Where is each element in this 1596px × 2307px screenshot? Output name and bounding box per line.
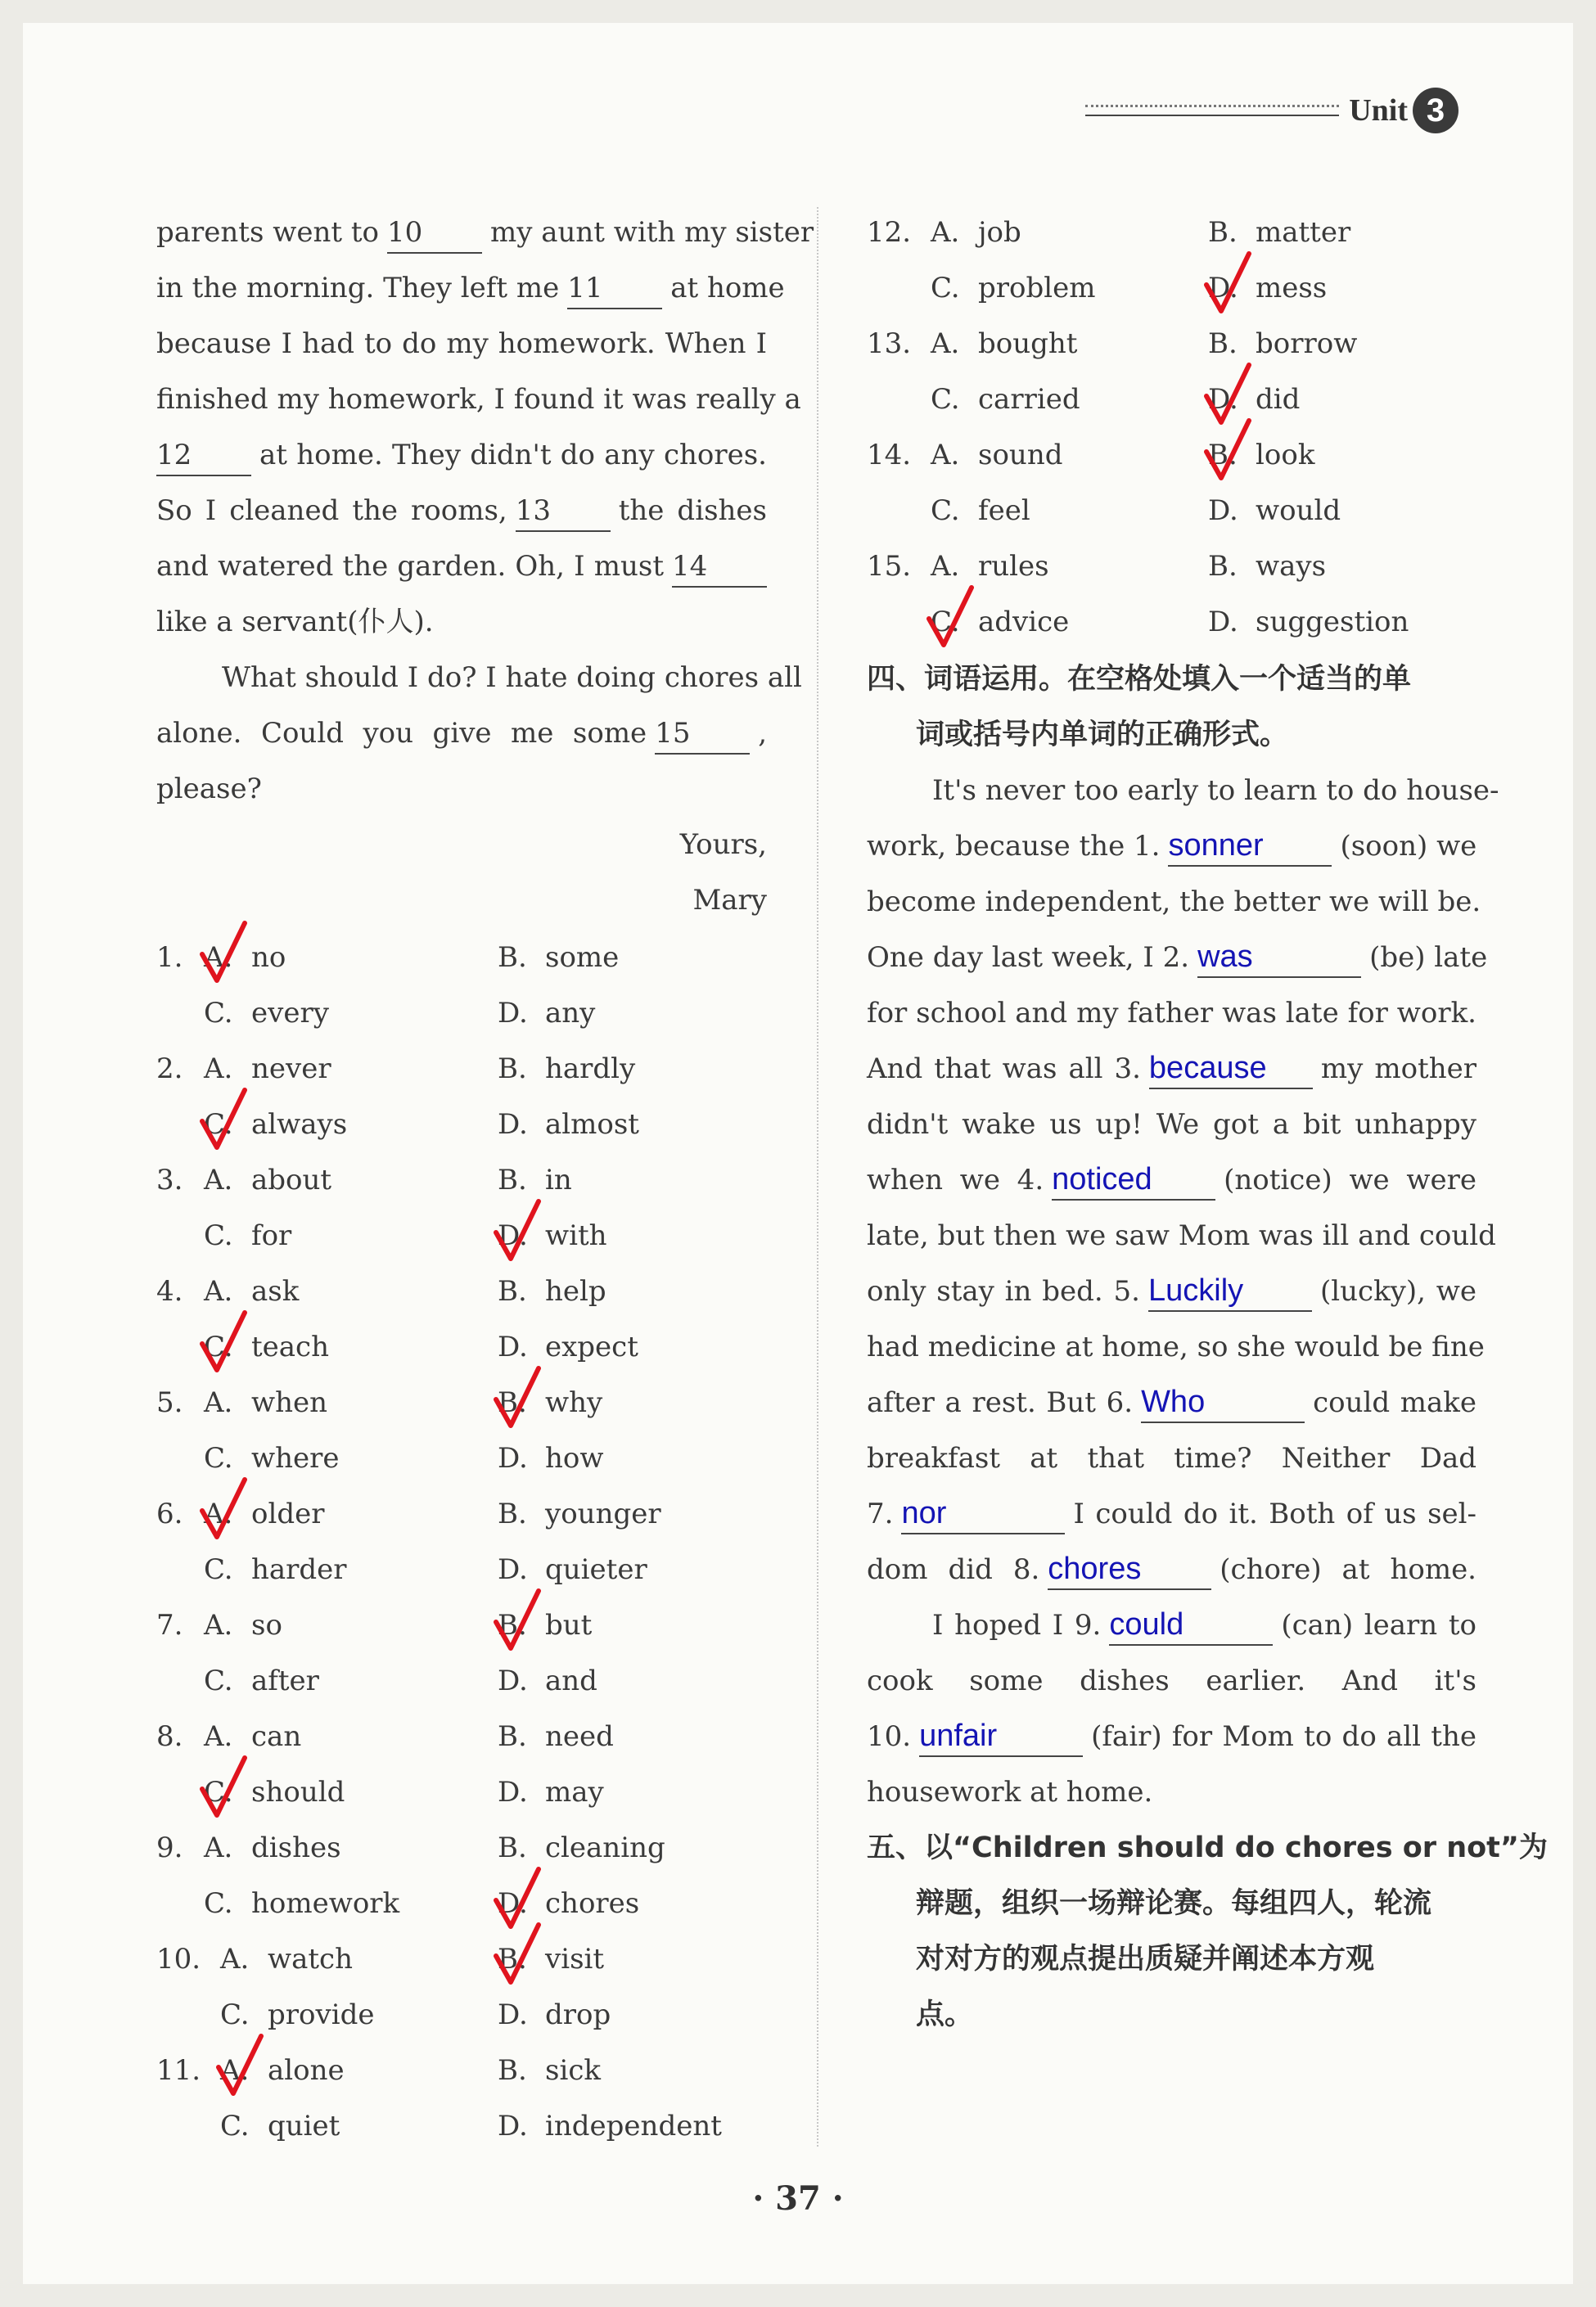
option-text: teach (251, 1331, 329, 1363)
answer-blank[interactable]: noticed (1052, 1160, 1215, 1201)
option-text: sick (545, 2054, 601, 2087)
option-letter: A. (204, 1609, 233, 1642)
answer-blank[interactable]: sonner (1168, 826, 1332, 867)
option-text: why (545, 1386, 603, 1419)
option-letter: A. (204, 1275, 233, 1308)
option-letter: A. (204, 1386, 233, 1419)
letter-line: parents went to 10 my aunt with my sister (156, 205, 767, 260)
option-text: suggestion (1256, 606, 1409, 638)
option-letter: C. (931, 494, 960, 527)
letter-line: in the morning. They left me 11 at home (156, 260, 767, 316)
answer-blank[interactable]: nor (901, 1494, 1065, 1534)
passage-text: after a rest. But 6. (867, 1386, 1134, 1419)
option-letter: D. (498, 2110, 528, 2143)
option-text: for (251, 1219, 292, 1252)
passage-text: (fair) for Mom to do all the (1091, 1720, 1477, 1753)
passage-line (867, 1041, 1477, 1097)
option-letter: B. (1208, 550, 1238, 583)
passage-text: dom did 8. (867, 1553, 1040, 1586)
option-letter: C. (204, 1776, 233, 1809)
option-letter: C. (220, 2110, 250, 2143)
answer-blank[interactable]: was (1197, 937, 1361, 978)
option-text: any (545, 997, 596, 1030)
option-text: so (251, 1609, 282, 1642)
option-text: where (251, 1442, 340, 1475)
option-text: cleaning (545, 1832, 665, 1864)
letter-line: alone. Could you give me some 15 , (156, 705, 767, 761)
option-letter: D. (1208, 383, 1238, 416)
option-text: every (251, 997, 329, 1030)
letter-line: So I cleaned the rooms, 13 the dishes (156, 483, 767, 538)
passage-line (867, 985, 1477, 1041)
option-text: mess (1256, 272, 1328, 304)
option-letter: B. (1208, 216, 1238, 249)
option-letter: A. (204, 1720, 233, 1753)
option-text: expect (545, 1331, 638, 1363)
passage-line (867, 1709, 1477, 1764)
check-mark-icon (493, 1365, 542, 1431)
option-letter: C. (931, 606, 960, 638)
option-letter: D. (498, 1887, 528, 1920)
option-letter: C. (931, 383, 960, 416)
option-letter: D. (498, 1665, 528, 1697)
passage-line (867, 1208, 1496, 1264)
option-letter: B. (498, 1609, 527, 1642)
passage-text: I could do it. Both of us sel- (1073, 1498, 1477, 1530)
letter-line: please? (156, 773, 262, 805)
option-text: older (251, 1498, 325, 1530)
option-letter: D. (498, 1776, 528, 1809)
option-text: but (545, 1609, 593, 1642)
passage-text: only stay in bed. 5. (867, 1275, 1140, 1308)
option-text: independent (545, 2110, 722, 2143)
option-text: about (251, 1164, 332, 1196)
blank-14: 14 (672, 547, 767, 588)
option-letter: A. (204, 941, 233, 974)
option-text: chores (545, 1887, 640, 1920)
page-number: · 37 · (752, 2179, 844, 2218)
header-rule (1085, 105, 1339, 116)
passage-text: housework at home. (867, 1776, 1153, 1809)
blank-10: 10 (387, 213, 482, 254)
passage-text: my mother (1320, 1052, 1477, 1085)
option-letter: A. (204, 1498, 233, 1530)
option-text: dishes (251, 1832, 341, 1864)
passage-line (867, 1375, 1477, 1431)
check-mark-icon (199, 920, 248, 985)
option-text: may (545, 1776, 604, 1809)
option-text: no (251, 941, 286, 974)
question-number: 8. (156, 1720, 183, 1753)
option-text: visit (545, 1943, 605, 1976)
option-text: can (251, 1720, 302, 1753)
blank-12: 12 (156, 435, 251, 476)
letter-signature: Mary (692, 884, 767, 917)
check-mark-icon (926, 584, 975, 650)
section4-heading-cont: 词或括号内单词的正确形式。 (916, 719, 1289, 751)
option-letter: A. (931, 439, 960, 471)
letter-line: finished my homework, I found it was really a (156, 383, 801, 416)
option-text: feel (978, 494, 1030, 527)
passage-text: (notice) we were (1224, 1164, 1477, 1196)
passage-text: when we 4. (867, 1164, 1044, 1196)
passage-text: (be) late (1369, 941, 1488, 974)
option-letter: B. (498, 2054, 527, 2087)
check-mark-icon (493, 1922, 542, 1987)
passage-line (867, 1542, 1477, 1597)
letter-line: because I had to do my homework. When I (156, 327, 767, 360)
option-text: never (251, 1052, 331, 1085)
letter-closing: Yours, (679, 828, 767, 861)
option-letter: B. (498, 1720, 527, 1753)
option-text: carried (978, 383, 1080, 416)
option-text: matter (1256, 216, 1351, 249)
passage-text: for school and my father was late for work. (867, 997, 1477, 1030)
passage-line (932, 763, 1499, 818)
passage-text: (lucky), we (1319, 1275, 1477, 1308)
option-text: problem (978, 272, 1096, 304)
answer-blank[interactable]: could (1109, 1605, 1273, 1646)
passage-text: 7. (867, 1498, 894, 1530)
passage-text: cook some dishes earlier. And it's (867, 1665, 1477, 1697)
check-mark-icon (199, 1087, 248, 1152)
option-text: help (545, 1275, 606, 1308)
option-text: borrow (1256, 327, 1358, 360)
option-text: harder (251, 1553, 347, 1586)
passage-line (867, 1764, 1477, 1820)
option-letter: C. (220, 1998, 250, 2031)
option-text: did (1256, 383, 1301, 416)
option-text: bought (978, 327, 1078, 360)
option-letter: C. (204, 1553, 233, 1586)
passage-text: (soon) we (1340, 830, 1477, 863)
answer-blank[interactable]: chores (1048, 1549, 1211, 1590)
letter-line: like a servant(仆人). (156, 606, 434, 638)
question-number: 14. (867, 439, 912, 471)
option-letter: C. (204, 1108, 233, 1141)
option-letter: D. (498, 1219, 528, 1252)
option-text: alone (268, 2054, 345, 2087)
passage-text: One day last week, I 2. (867, 941, 1190, 974)
option-text: rules (978, 550, 1049, 583)
option-letter: A. (220, 2054, 250, 2087)
option-text: job (978, 216, 1021, 249)
option-letter: C. (204, 1665, 233, 1697)
question-number: 15. (867, 550, 912, 583)
passage-text: breakfast at that time? Neither Dad (867, 1442, 1477, 1475)
passage-text: 10. (867, 1720, 912, 1753)
option-letter: D. (1208, 494, 1238, 527)
question-number: 2. (156, 1052, 183, 1085)
check-mark-icon (1203, 417, 1252, 483)
option-text: quieter (545, 1553, 647, 1586)
passage-line (867, 818, 1477, 874)
blank-11: 11 (567, 268, 662, 309)
passage-line (867, 1152, 1477, 1208)
option-text: provide (268, 1998, 375, 2031)
option-letter: D. (1208, 606, 1238, 638)
check-mark-icon (1203, 250, 1252, 316)
option-text: look (1256, 439, 1315, 471)
passage-line (867, 1431, 1477, 1486)
passage-line (867, 874, 1481, 930)
option-letter: A. (220, 1943, 250, 1976)
passage-text: late, but then we saw Mom was ill and could (867, 1219, 1496, 1252)
option-text: after (251, 1665, 319, 1697)
option-text: drop (545, 1998, 611, 2031)
passage-text: become independent, the better we will be. (867, 885, 1481, 918)
check-mark-icon (199, 1309, 248, 1375)
check-mark-icon (215, 2033, 264, 2098)
question-number: 4. (156, 1275, 183, 1308)
option-text: almost (545, 1108, 639, 1141)
option-letter: B. (498, 941, 527, 974)
option-letter: C. (204, 1331, 233, 1363)
passage-line (867, 1264, 1477, 1319)
passage-text: had medicine at home, so she would be fine (867, 1331, 1485, 1363)
answer-blank[interactable]: because (1149, 1048, 1313, 1089)
question-number: 1. (156, 941, 183, 974)
option-text: should (251, 1776, 345, 1809)
question-number: 6. (156, 1498, 183, 1530)
option-letter: B. (498, 1275, 527, 1308)
option-text: when (251, 1386, 328, 1419)
option-text: hardly (545, 1052, 636, 1085)
check-mark-icon (199, 1755, 248, 1820)
question-number: 9. (156, 1832, 183, 1864)
unit-header (1085, 90, 1458, 131)
option-text: watch (268, 1943, 353, 1976)
option-text: always (251, 1108, 348, 1141)
option-text: homework (251, 1887, 400, 1920)
passage-text: (chore) at home. (1220, 1553, 1477, 1586)
option-text: would (1256, 494, 1341, 527)
question-number: 3. (156, 1164, 183, 1196)
question-number: 12. (867, 216, 912, 249)
option-letter: A. (204, 1832, 233, 1864)
passage-text: It's never too early to learn to do house- (932, 774, 1499, 807)
answer-blank[interactable]: Luckily (1148, 1271, 1312, 1312)
option-text: sound (978, 439, 1063, 471)
option-letter: B. (1208, 439, 1238, 471)
letter-line: and watered the garden. Oh, I must 14 (156, 538, 767, 594)
passage-line (867, 930, 1488, 985)
option-letter: B. (1208, 327, 1238, 360)
passage-text: (can) learn to (1281, 1609, 1477, 1642)
passage-text: And that was all 3. (867, 1052, 1141, 1085)
option-text: advice (978, 606, 1070, 638)
blank-15: 15 (655, 714, 750, 755)
option-text: some (545, 941, 620, 974)
option-text: how (545, 1442, 604, 1475)
section4-heading: 四、词语运用。在空格处填入一个适当的单 (867, 663, 1412, 696)
check-mark-icon (493, 1588, 542, 1653)
letter-line: What should I do? I hate doing chores all (222, 661, 802, 694)
option-text: need (545, 1720, 614, 1753)
answer-blank[interactable]: Who (1141, 1382, 1305, 1423)
section5-line: 辩题，组织一场辩论赛。每组四人，轮流 (916, 1887, 1432, 1920)
option-letter: D. (498, 997, 528, 1030)
answer-blank[interactable]: unfair (919, 1716, 1083, 1757)
unit-number-badge: 3 (1413, 88, 1458, 133)
option-letter: B. (498, 1498, 527, 1530)
option-letter: A. (931, 216, 960, 249)
passage-line (867, 1653, 1477, 1709)
option-text: in (545, 1164, 572, 1196)
question-number: 13. (867, 327, 912, 360)
question-number: 11. (156, 2054, 201, 2087)
section5-line: 点。 (916, 1998, 974, 2031)
blank-13: 13 (516, 491, 611, 532)
option-letter: C. (204, 1442, 233, 1475)
option-letter: A. (931, 550, 960, 583)
passage-line (867, 1319, 1485, 1375)
column-divider (817, 207, 818, 2147)
option-letter: D. (498, 1998, 528, 2031)
option-letter: C. (204, 1887, 233, 1920)
question-number: 7. (156, 1609, 183, 1642)
passage-line (867, 1097, 1477, 1152)
option-text: ways (1256, 550, 1327, 583)
option-letter: B. (498, 1943, 527, 1976)
passage-line (932, 1597, 1477, 1653)
passage-text: could make (1313, 1386, 1477, 1419)
option-text: and (545, 1665, 597, 1697)
option-letter: C. (204, 1219, 233, 1252)
passage-text: didn't wake us up! We got a bit unhappy (867, 1108, 1477, 1141)
option-letter: B. (498, 1164, 527, 1196)
letter-line: 12 at home. They didn't do any chores. (156, 427, 767, 483)
check-mark-icon (199, 1476, 248, 1542)
option-letter: D. (498, 1331, 528, 1363)
option-text: with (545, 1219, 607, 1252)
option-text: younger (545, 1498, 661, 1530)
option-letter: C. (931, 272, 960, 304)
passage-text: I hoped I 9. (932, 1609, 1102, 1642)
option-letter: D. (498, 1553, 528, 1586)
section5-line: 对对方的观点提出质疑并阐述本方观 (916, 1943, 1375, 1976)
option-letter: A. (204, 1052, 233, 1085)
check-mark-icon (493, 1198, 542, 1264)
passage-line (867, 1486, 1477, 1542)
option-letter: D. (498, 1108, 528, 1141)
option-letter: D. (498, 1442, 528, 1475)
question-number: 10. (156, 1943, 201, 1976)
option-letter: C. (204, 997, 233, 1030)
option-text: ask (251, 1275, 300, 1308)
passage-text: work, because the 1. (867, 830, 1161, 863)
section5-line: 五、以“Children should do chores or not”为 (867, 1832, 1548, 1864)
option-letter: A. (931, 327, 960, 360)
question-number: 5. (156, 1386, 183, 1419)
option-letter: D. (1208, 272, 1238, 304)
workbook-page (23, 23, 1573, 2284)
option-text: quiet (268, 2110, 340, 2143)
option-letter: B. (498, 1832, 527, 1864)
unit-label: Unit (1349, 93, 1408, 128)
option-letter: A. (204, 1164, 233, 1196)
option-letter: B. (498, 1386, 527, 1419)
option-letter: B. (498, 1052, 527, 1085)
